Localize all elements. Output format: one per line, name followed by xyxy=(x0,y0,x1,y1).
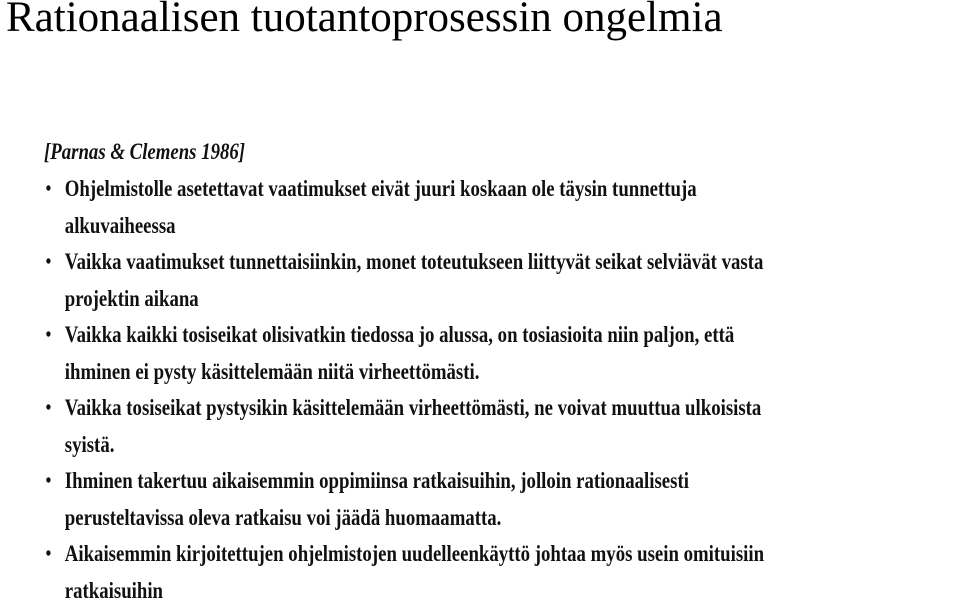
bullet-item xyxy=(44,317,774,390)
bullet-text-line: perusteltavissa oleva ratkaisu voi jäädä huomaamatta. xyxy=(65,500,774,537)
bullet-icon: • xyxy=(46,171,52,208)
bullet-text-line: ihminen ei pysty käsittelemään niitä virheettömästi. xyxy=(65,354,774,391)
bullet-text-line: ratkaisuihin xyxy=(65,573,774,609)
citation: [Parnas & Clemens 1986] xyxy=(44,134,774,171)
bullet-text-line: Aikaisemmin kirjoitettujen ohjelmistojen uudelleenkäyttö johtaa myös usein omituisiin xyxy=(65,536,774,573)
bullet-item xyxy=(44,536,774,609)
bullet-text-line: projektin aikana xyxy=(65,281,774,318)
bullet-icon: • xyxy=(46,317,52,354)
bullet-icon: • xyxy=(46,244,52,281)
bullet-text-line: alkuvaiheessa xyxy=(65,208,774,245)
bullet-text-line: Ihminen takertuu aikaisemmin oppimiinsa ratkaisuihin, jolloin rationaalisesti xyxy=(65,463,774,500)
bullet-text-line: Vaikka tosiseikat pystysikin käsittelemään virheettömästi, ne voivat muuttua ulkoisista xyxy=(65,390,774,427)
bullet-icon: • xyxy=(46,463,52,500)
bullet-item xyxy=(44,171,774,244)
bullet-text-line: syistä. xyxy=(65,427,774,464)
bullet-item xyxy=(44,244,774,317)
scanned-text-image xyxy=(44,134,774,609)
slide-title: Rationaalisen tuotantoprosessin ongelmia xyxy=(6,0,723,42)
bullet-text-line: Vaikka kaikki tosiseikat olisivatkin tiedossa jo alussa, on tosiasioita niin paljon, että xyxy=(65,317,774,354)
bullet-item xyxy=(44,463,774,536)
bullet-text-line: Ohjelmistolle asetettavat vaatimukset eivät juuri koskaan ole täysin tunnettuja xyxy=(65,171,774,208)
bullet-text-line: Vaikka vaatimukset tunnettaisiinkin, monet toteutukseen liittyvät seikat selviävät vasta xyxy=(65,244,774,281)
bullet-list xyxy=(44,171,774,609)
bullet-icon: • xyxy=(46,536,52,573)
bullet-icon: • xyxy=(46,390,52,427)
bullet-item xyxy=(44,390,774,463)
